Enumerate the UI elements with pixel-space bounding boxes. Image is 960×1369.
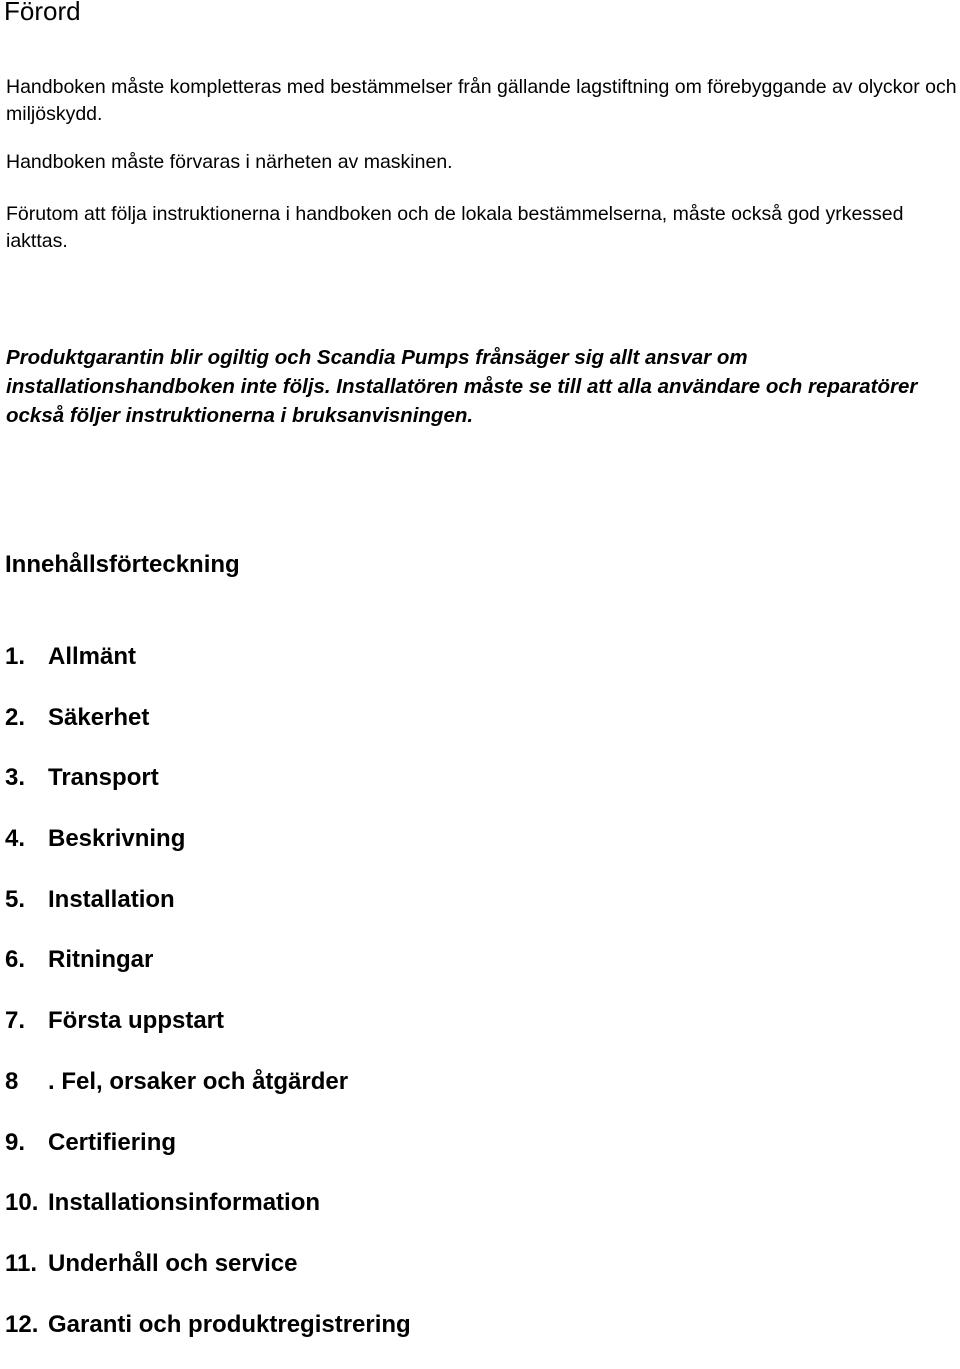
toc-item [5,1187,705,1248]
toc-item [5,1248,705,1309]
toc-item-number: 6. [5,946,26,974]
toc-item [5,823,705,884]
toc-item-number: 2. [5,703,26,731]
toc-item-number: 4. [5,825,26,853]
toc-list [5,641,705,1369]
toc-item-label: Beskrivning [48,825,186,853]
paragraph-craftsmanship: Förutom att följa instruktionerna i handboken och de lokala bestämmelserna, måste också god yrkessed iakttas. [6,203,904,252]
toc-item-label: Underhåll och service [48,1249,298,1277]
toc-item-label: Första uppstart [48,1007,225,1035]
toc-item-label: Allmänt [48,643,137,670]
toc-item-label: Installationsinformation [48,1189,321,1217]
toc-heading: Innehållsförteckning [5,551,240,578]
toc-item-label: Säkerhet [48,703,150,731]
toc-item-label: Certifiering [48,1128,177,1156]
toc-item [5,884,705,945]
page-title: Förord [4,0,81,26]
toc-item-label: Installation [48,885,175,913]
toc-item-number: 3. [5,764,26,792]
toc-item-number: 8 [5,1067,19,1095]
toc-item-label: Transport [48,764,159,792]
toc-item-number: 7. [5,1007,26,1035]
toc-item-number: 1. [5,643,26,670]
paragraph-supplement: Handboken måste kompletteras med bestämmelser från gällande lagstiftning om förebyggande av olyckor och miljöskydd. [6,76,957,125]
toc-item-number: 5. [5,885,26,913]
toc-item [5,1005,705,1066]
toc-item-label: Ritningar [48,946,154,974]
toc-item [5,944,705,1005]
toc-item [5,1066,705,1127]
toc-item [5,1127,705,1188]
toc-item [5,762,705,823]
toc-item-number: 12. [5,1310,39,1338]
toc-item-number: 10. [5,1189,39,1217]
paragraph-storage: Handboken måste förvaras i närheten av maskinen. [6,151,453,173]
toc-item [5,1309,705,1369]
toc-item [5,641,705,702]
toc-item-label: Garanti och produktregistrering [48,1310,411,1338]
toc-item-label: . Fel, orsaker och åtgärder [48,1067,349,1095]
toc-item-number: 9. [5,1128,26,1156]
warranty-warning: Produktgarantin blir ogiltig och Scandia Pumps frånsäger sig allt ansvar om installationshandboken inte följs. Installatören måste se till att alla användare och reparatörer också följer instruktionerna i bruksanvisningen. [6,346,918,427]
toc-item-number: 11. [5,1249,38,1277]
toc-item [5,702,705,763]
